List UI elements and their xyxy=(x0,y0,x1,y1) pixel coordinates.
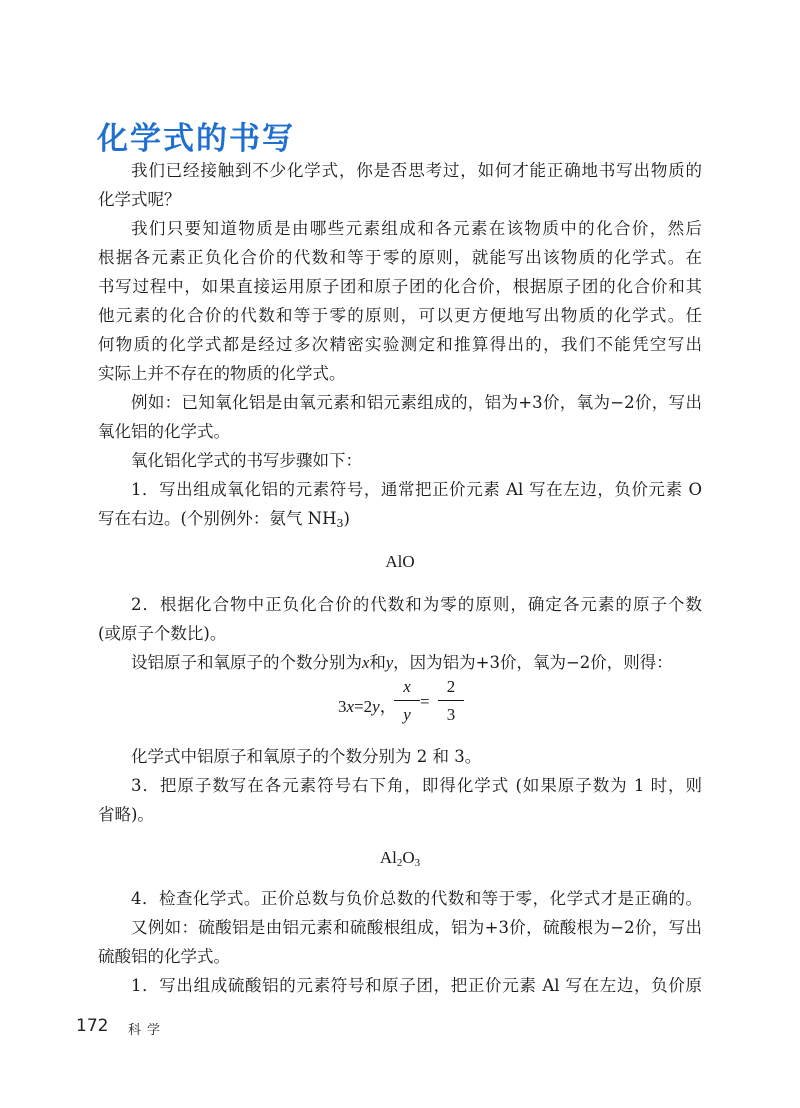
page-title: 化学式的书写 xyxy=(97,121,295,157)
paragraph-line: 又例如：硫酸铝是由铝元素和硫酸根组成，铝为+3价，硫酸根为−2价，写出 xyxy=(131,918,702,937)
paragraph-line: 根据各元素正负化合价的代数和等于零的原则，就能写出该物质的化学式。在 xyxy=(98,248,702,267)
step-line: 省略)。 xyxy=(98,805,154,824)
equals-sign: = xyxy=(420,692,430,711)
subject-label: 科学 xyxy=(128,1023,167,1038)
formula-al2o3: $Al_2O_3$ xyxy=(379,848,421,869)
step-text: 写在右边。(个别例外：氨气 NH xyxy=(98,509,337,528)
paragraph-line: 实际上并不存在的物质的化学式。 xyxy=(98,364,346,383)
step-text: ，因为铝为+3价，氧为−2价，则得： xyxy=(393,653,673,672)
step-line xyxy=(131,653,702,673)
paragraph-line: 氧化铝化学式的书写步骤如下： xyxy=(131,451,362,470)
step-line: (或原子个数比)。 xyxy=(98,624,227,643)
formula-alo: AlO xyxy=(385,552,415,571)
step-text: 设铝原子和氧原子的个数分别为 xyxy=(131,653,362,672)
paragraph-line: 他元素的化合价的代数和等于零的原则，可以更方便地写出物质的化学式。任 xyxy=(98,306,702,325)
paragraph-line: 例如：已知氧化铝是由氧元素和铝元素组成的，铝为+3价，氧为−2价，写出 xyxy=(131,393,702,412)
paragraph-line: 我们只要知道物质是由哪些元素组成和各元素在该物质中的化合价，然后 xyxy=(131,219,702,238)
fraction-x-over-y: x y xyxy=(394,676,420,725)
step-line xyxy=(98,509,702,534)
step-text: 和 xyxy=(369,653,386,672)
equation-lead: 3x=2y， xyxy=(338,697,397,716)
equation xyxy=(98,676,702,728)
fraction-2-over-3: 2 3 xyxy=(438,676,464,725)
paragraph-line: 我们已经接触到不少化学式，你是否思考过，如何才能正确地书写出物质的 xyxy=(131,161,702,180)
subscript: 3 xyxy=(336,517,344,530)
paragraph-line: 硫酸铝的化学式。 xyxy=(98,947,230,966)
paragraph-line: 何物质的化学式都是经过多次精密实验测定和推算得出的，我们不能凭空写出 xyxy=(98,335,702,354)
step-line: 1．写出组成氧化铝的元素符号，通常把正价元素 Al 写在左边，负价元素 O xyxy=(131,480,702,499)
step-line: 2．根据化合物中正负化合价的代数和为零的原则，确定各元素的原子个数 xyxy=(131,595,702,614)
paragraph-line: 氧化铝的化学式。 xyxy=(98,422,230,441)
variable-y: y xyxy=(385,653,394,672)
variable-x: x xyxy=(362,653,370,672)
step-line: 化学式中铝原子和氧原子的个数分别为 2 和 3。 xyxy=(131,747,482,766)
step-line: 1．写出组成硫酸铝的元素符号和原子团，把正价元素 Al 写在左边，负价原 xyxy=(131,976,702,995)
paragraph-line: 化学式呢？ xyxy=(98,190,181,209)
paragraph-line: 书写过程中，如果直接运用原子团和原子团的化合价，根据原子团的化合价和其 xyxy=(98,277,702,296)
page-number: 172 xyxy=(76,1016,109,1036)
step-text: ) xyxy=(343,509,350,528)
step-line: 4．检查化学式。正价总数与负价总数的代数和等于零，化学式才是正确的。 xyxy=(131,889,702,908)
step-line: 3．把原子数写在各元素符号右下角，即得化学式 (如果原子数为 1 时，则 xyxy=(131,776,702,795)
